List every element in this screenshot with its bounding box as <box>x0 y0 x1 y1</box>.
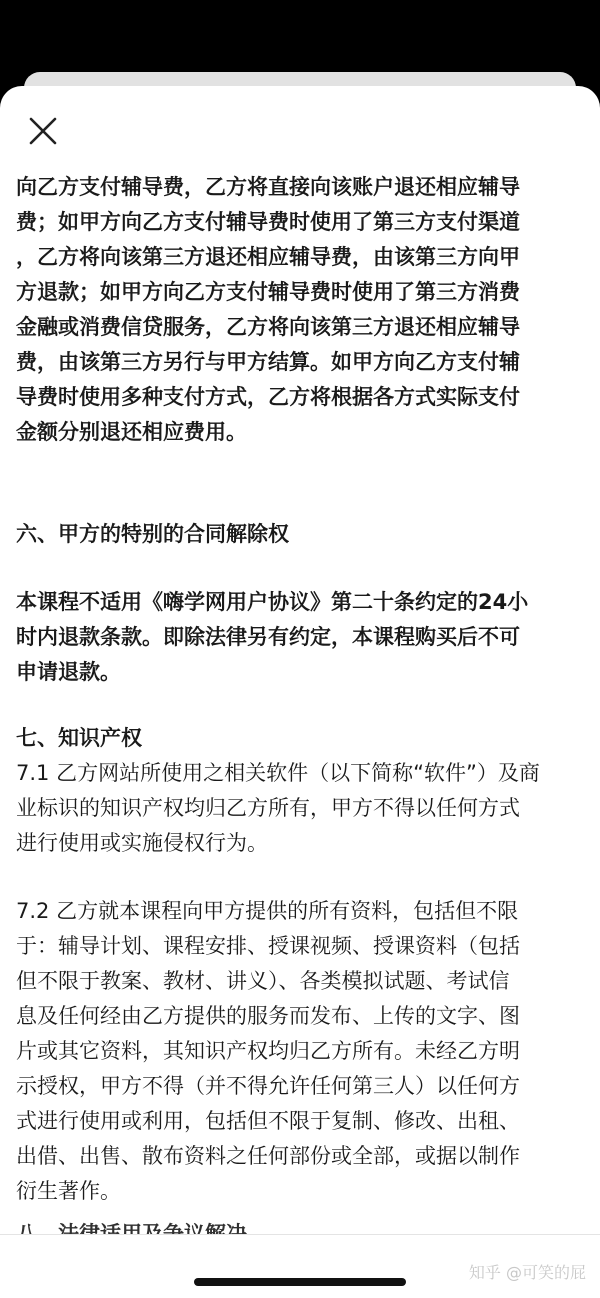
contract-sheet <box>0 86 600 1298</box>
close-button[interactable] <box>20 108 66 154</box>
section-7-heading: 七、知识产权 <box>16 726 142 750</box>
section-7-2-paragraph: 7.2 乙方就本课程向甲方提供的所有资料，包括但不限 于：辅导计划、课程安排、授课视频、授课资料（包括 但不限于教案、教材、讲义）、各类模拟试题、考试信 息及任何经由乙方提供的服务而发布、上传的文字、图 片或其它资料，其知识产权均归乙方所有。未经乙方明 示授权，甲方不得（并不得允许任何第三人）以任何方 式进行使用或利用，包括但不限于复制、修改、出租、 出借、出售、散布资料之任何部份或全部，或据以制作 衍生著作。 <box>16 899 520 1203</box>
watermark: 知乎 @可笑的屁 <box>468 1263 586 1282</box>
section-6-paragraph: 本课程不适用《嗨学网用户协议》第二十条约定的24小 时内退款条款。即除法律另有约定，本课程购买后不可 申请退款。 <box>16 590 529 684</box>
section-6-heading: 六、甲方的特别的合同解除权 <box>16 522 289 546</box>
refund-paragraph: 向乙方支付辅导费，乙方将直接向该账户退还相应辅导 费；如甲方向乙方支付辅导费时使用了第三方支付渠道 ，乙方将向该第三方退还相应辅导费，由该第三方向甲 方退款；如甲方向乙方支付辅导费时使用了第三方消费 金融或消费信贷服务，乙方将向该第三方退还相应辅导 费，由该第三方另行与甲方结算。如甲方向乙方支付辅 导费时使用多种支付方式，乙方将根据各方式实际支付 金额分别退还相应费用。 <box>16 175 520 444</box>
close-icon <box>20 108 66 154</box>
home-indicator[interactable] <box>194 1278 406 1286</box>
contract-text <box>16 170 586 1209</box>
section-7-1-paragraph: 7.1 乙方网站所使用之相关软件（以下简称“软件”）及商 业标识的知识产权均归乙方所有，甲方不得以任何方式 进行使用或实施侵权行为。 <box>16 761 540 855</box>
